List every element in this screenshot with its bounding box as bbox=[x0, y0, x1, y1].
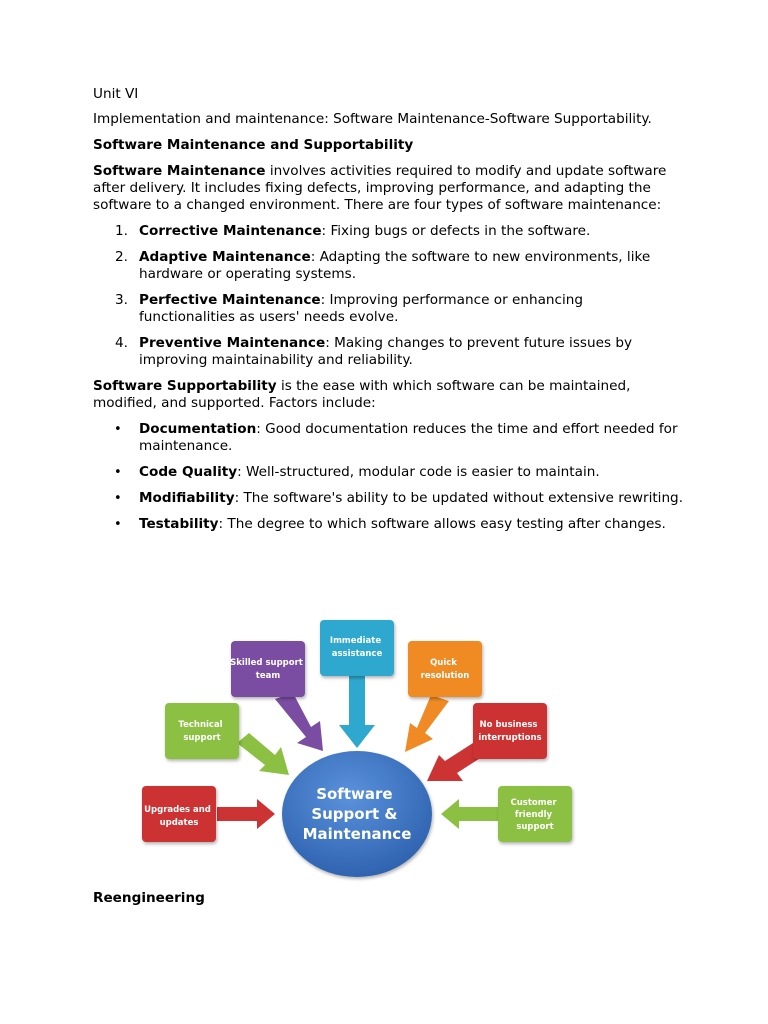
box-no-business-interruptions bbox=[473, 703, 547, 759]
box-label-line: Immediate bbox=[329, 636, 382, 646]
factor-term: Code Quality bbox=[139, 464, 238, 480]
box-label-line: Upgrades and bbox=[144, 805, 211, 815]
box-label-line: Technical bbox=[178, 720, 223, 730]
supportability-text: is the ease with which software can be maintained, modified, and supported. Factors include: bbox=[93, 378, 631, 411]
list-item bbox=[93, 223, 683, 240]
type-text: : Improving performance or enhancing functionalities as users' needs evolve. bbox=[139, 292, 584, 325]
type-term: Adaptive Maintenance bbox=[139, 249, 311, 265]
list-item bbox=[93, 516, 683, 533]
box-background bbox=[473, 703, 547, 759]
factor-text: : Well-structured, modular code is easier to maintain. bbox=[237, 464, 600, 480]
bullet-icon: • bbox=[114, 517, 122, 532]
factor-term: Modifiability bbox=[139, 490, 235, 506]
supportability-paragraph bbox=[93, 378, 683, 412]
type-text: : Making changes to prevent future issues by improving maintainability and reliability. bbox=[139, 335, 633, 368]
document-body bbox=[93, 86, 683, 542]
box-background bbox=[231, 641, 305, 697]
arrow-down-left-icon bbox=[405, 695, 449, 752]
box-label-line: team bbox=[255, 671, 281, 681]
list-number: 3. bbox=[115, 292, 128, 308]
intro-line: Implementation and maintenance: Software Maintenance-Software Supportability. bbox=[93, 111, 652, 127]
list-item bbox=[93, 490, 683, 507]
box-skilled-support-team bbox=[230, 641, 306, 697]
box-technical-support bbox=[165, 703, 239, 759]
list-item bbox=[93, 292, 683, 326]
type-text: : Adapting the software to new environments, like hardware or operating systems. bbox=[139, 249, 651, 282]
maintenance-paragraph bbox=[93, 163, 683, 214]
center-label-line: Support & bbox=[311, 805, 398, 823]
list-number: 4. bbox=[115, 335, 128, 351]
factor-term: Documentation bbox=[139, 421, 257, 437]
supportability-term: Software Supportability bbox=[93, 378, 277, 394]
box-label-line: support bbox=[183, 733, 221, 743]
bullet-icon: • bbox=[114, 491, 122, 506]
factor-text: : The degree to which software allows easy testing after changes. bbox=[218, 516, 666, 532]
diagram-svg bbox=[135, 615, 585, 885]
box-label-line: support bbox=[516, 822, 554, 832]
box-quick-resolution bbox=[408, 641, 482, 697]
type-term: Perfective Maintenance bbox=[139, 292, 321, 308]
box-label bbox=[510, 798, 559, 832]
list-item bbox=[93, 464, 683, 481]
box-immediate-assistance bbox=[320, 620, 394, 676]
arrow-right-down-icon bbox=[237, 733, 289, 775]
center-label-line: Software bbox=[316, 785, 393, 803]
box-label-line: updates bbox=[159, 818, 199, 828]
type-term: Preventive Maintenance bbox=[139, 335, 326, 351]
list-number: 2. bbox=[115, 249, 128, 265]
box-label-line: Skilled support bbox=[230, 658, 303, 668]
center-label bbox=[303, 785, 412, 843]
box-background bbox=[165, 703, 239, 759]
type-text: : Fixing bugs or defects in the software. bbox=[321, 223, 591, 239]
box-label-line: resolution bbox=[420, 671, 470, 681]
factor-text: : The software's ability to be updated without extensive rewriting. bbox=[234, 490, 684, 506]
maintenance-text: involves activities required to modify and update software after delivery. It includes fixing defects, improving performance, and adapting the software to a changed environment. There are four types of software maintenance: bbox=[93, 163, 667, 213]
box-label-line: interruptions bbox=[478, 733, 542, 743]
box-background bbox=[408, 641, 482, 697]
arrow-left-icon bbox=[441, 799, 499, 829]
unit-title: Unit VI bbox=[93, 86, 139, 102]
box-label-line: No business bbox=[479, 720, 538, 730]
box-label-line: assistance bbox=[331, 649, 383, 659]
maintenance-types-list bbox=[93, 223, 683, 369]
factor-text: : Good documentation reduces the time and effort needed for maintenance. bbox=[139, 421, 678, 454]
box-label-line: Quick bbox=[430, 658, 457, 668]
arrow-right-icon bbox=[217, 799, 275, 829]
box-label-line: Customer bbox=[510, 798, 557, 808]
bullet-icon: • bbox=[114, 465, 122, 480]
box-customer-friendly-support bbox=[498, 786, 572, 842]
factors-list bbox=[93, 421, 683, 533]
list-item bbox=[93, 421, 683, 455]
list-item bbox=[93, 249, 683, 283]
maintenance-term: Software Maintenance bbox=[93, 163, 266, 179]
arrow-down-right-icon bbox=[275, 693, 323, 751]
box-upgrades-and-updates bbox=[142, 786, 216, 842]
type-term: Corrective Maintenance bbox=[139, 223, 322, 239]
factor-term: Testability bbox=[139, 516, 219, 532]
section-heading: Software Maintenance and Supportability bbox=[93, 137, 414, 153]
arrow-down-icon bbox=[339, 675, 375, 748]
box-background bbox=[320, 620, 394, 676]
list-number: 1. bbox=[115, 223, 128, 239]
bullet-icon: • bbox=[114, 422, 122, 437]
center-node bbox=[282, 751, 432, 877]
center-label-line: Maintenance bbox=[302, 825, 412, 843]
list-item bbox=[93, 335, 683, 369]
support-maintenance-diagram bbox=[135, 615, 585, 885]
box-label-line: friendly bbox=[514, 810, 553, 820]
next-section-heading: Reengineering bbox=[93, 890, 205, 906]
